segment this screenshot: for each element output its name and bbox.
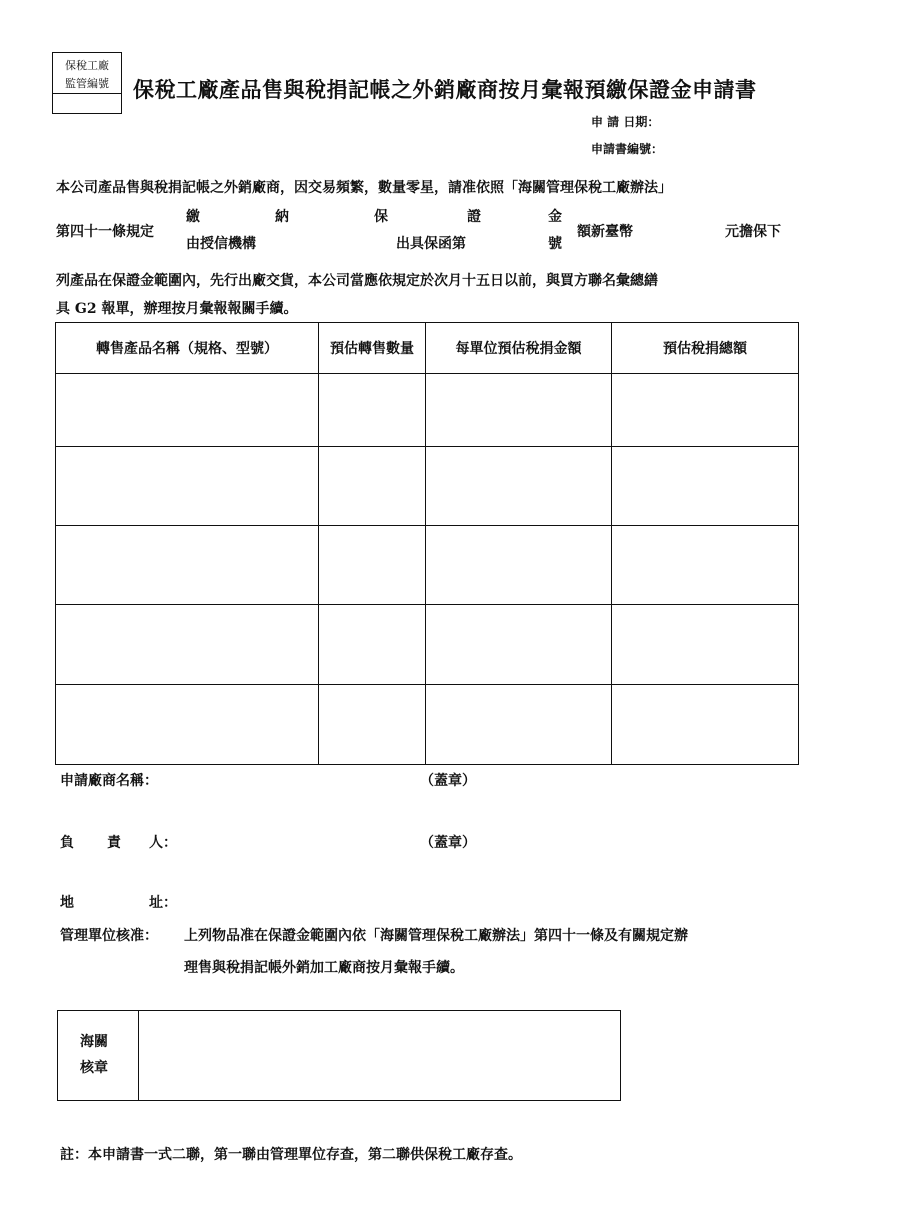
form-title: 保稅工廠產品售與稅捐記帳之外銷廠商按月彙報預繳保證金申請書 <box>133 77 757 102</box>
applicant-name-label: 申請廠商名稱： <box>60 773 158 789</box>
table-row <box>56 685 799 765</box>
amount-ntd-label: 額新臺幣 <box>577 224 633 240</box>
number-suffix-label: 號 <box>548 236 562 252</box>
apply-date-label: 申 請 日期： <box>591 115 660 129</box>
table-cell[interactable] <box>319 374 426 447</box>
apply-number-label: 申請書編號： <box>591 142 664 156</box>
approval-text-line2: 理售與稅捐記帳外銷加工廠商按月彙報手續。 <box>184 960 464 976</box>
seal-label: 核章 <box>80 1060 108 1076</box>
table-cell[interactable] <box>319 685 426 765</box>
table-cell[interactable] <box>426 374 612 447</box>
table-cell[interactable] <box>612 374 799 447</box>
table-row <box>56 374 799 447</box>
guarantee-letter-label: 出具保函第 <box>396 236 466 252</box>
responsible-char-3: 人： <box>149 835 177 851</box>
id-box-label-2: 監管編號 <box>65 77 109 90</box>
responsible-char-1: 負 <box>60 835 74 851</box>
address-char-2: 址： <box>149 895 177 911</box>
table-cell[interactable] <box>612 447 799 526</box>
deposit-char-4: 證 <box>467 209 481 225</box>
customs-box-divider <box>138 1011 139 1100</box>
table-cell[interactable] <box>426 685 612 765</box>
table-row <box>56 526 799 605</box>
id-box-label-1: 保稅工廠 <box>65 59 109 72</box>
deposit-char-1: 繳 <box>186 209 200 225</box>
table-cell[interactable] <box>319 447 426 526</box>
deposit-char-2: 納 <box>275 209 289 225</box>
customs-seal-box <box>57 1010 621 1101</box>
table-cell[interactable] <box>426 447 612 526</box>
intro-paragraph-line3: 具 G2 報單，辦理按月彙報報關手續。 <box>56 301 298 317</box>
table-cell[interactable] <box>56 685 319 765</box>
rule-label: 第四十一條規定 <box>56 224 154 240</box>
header-product-name: 轉售產品名稱（規格、型號） <box>56 323 319 374</box>
deposit-char-5: 金 <box>548 209 562 225</box>
table-cell[interactable] <box>56 605 319 685</box>
approval-text-line1: 上列物品准在保證金範圍內依「海關管理保稅工廠辦法」第四十一條及有關規定辦 <box>184 928 688 944</box>
header-quantity: 預估轉售數量 <box>319 323 426 374</box>
products-table <box>55 322 799 765</box>
yuan-guarantee-label: 元擔保下 <box>725 224 781 240</box>
table-cell[interactable] <box>56 447 319 526</box>
intro-paragraph-line2: 列產品在保證金範圍內，先行出廠交貨，本公司當應依規定於次月十五日以前，與買方聯名彙總繕 <box>56 273 658 289</box>
table-cell[interactable] <box>612 685 799 765</box>
header-total-tax: 預估稅捐總額 <box>612 323 799 374</box>
applicant-seal-label: （蓋章） <box>420 773 476 789</box>
intro-paragraph-line1: 本公司產品售與稅捐記帳之外銷廠商，因交易頻繁，數量零星，請准依照「海關管理保稅工廠辦法」 <box>56 180 672 196</box>
table-header-row <box>56 323 799 374</box>
footnote: 註：本申請書一式二聯，第一聯由管理單位存查，第二聯供保稅工廠存查。 <box>60 1147 522 1163</box>
table-cell[interactable] <box>319 605 426 685</box>
table-cell[interactable] <box>56 374 319 447</box>
header-unit-tax: 每單位預估稅捐金額 <box>426 323 612 374</box>
address-char-1: 地 <box>60 895 74 911</box>
table-cell[interactable] <box>612 526 799 605</box>
responsible-seal-label: （蓋章） <box>420 835 476 851</box>
table-cell[interactable] <box>426 526 612 605</box>
customs-label: 海關 <box>80 1034 108 1050</box>
guarantee-institution-label: 由授信機構 <box>186 236 256 252</box>
table-row <box>56 447 799 526</box>
table-row <box>56 605 799 685</box>
deposit-char-3: 保 <box>374 209 388 225</box>
table-cell[interactable] <box>612 605 799 685</box>
supervision-number-box <box>52 52 122 114</box>
responsible-char-2: 責 <box>107 835 121 851</box>
table-cell[interactable] <box>319 526 426 605</box>
table-cell[interactable] <box>56 526 319 605</box>
id-box-divider <box>53 93 121 94</box>
table-cell[interactable] <box>426 605 612 685</box>
approval-label: 管理單位核准： <box>60 928 158 944</box>
